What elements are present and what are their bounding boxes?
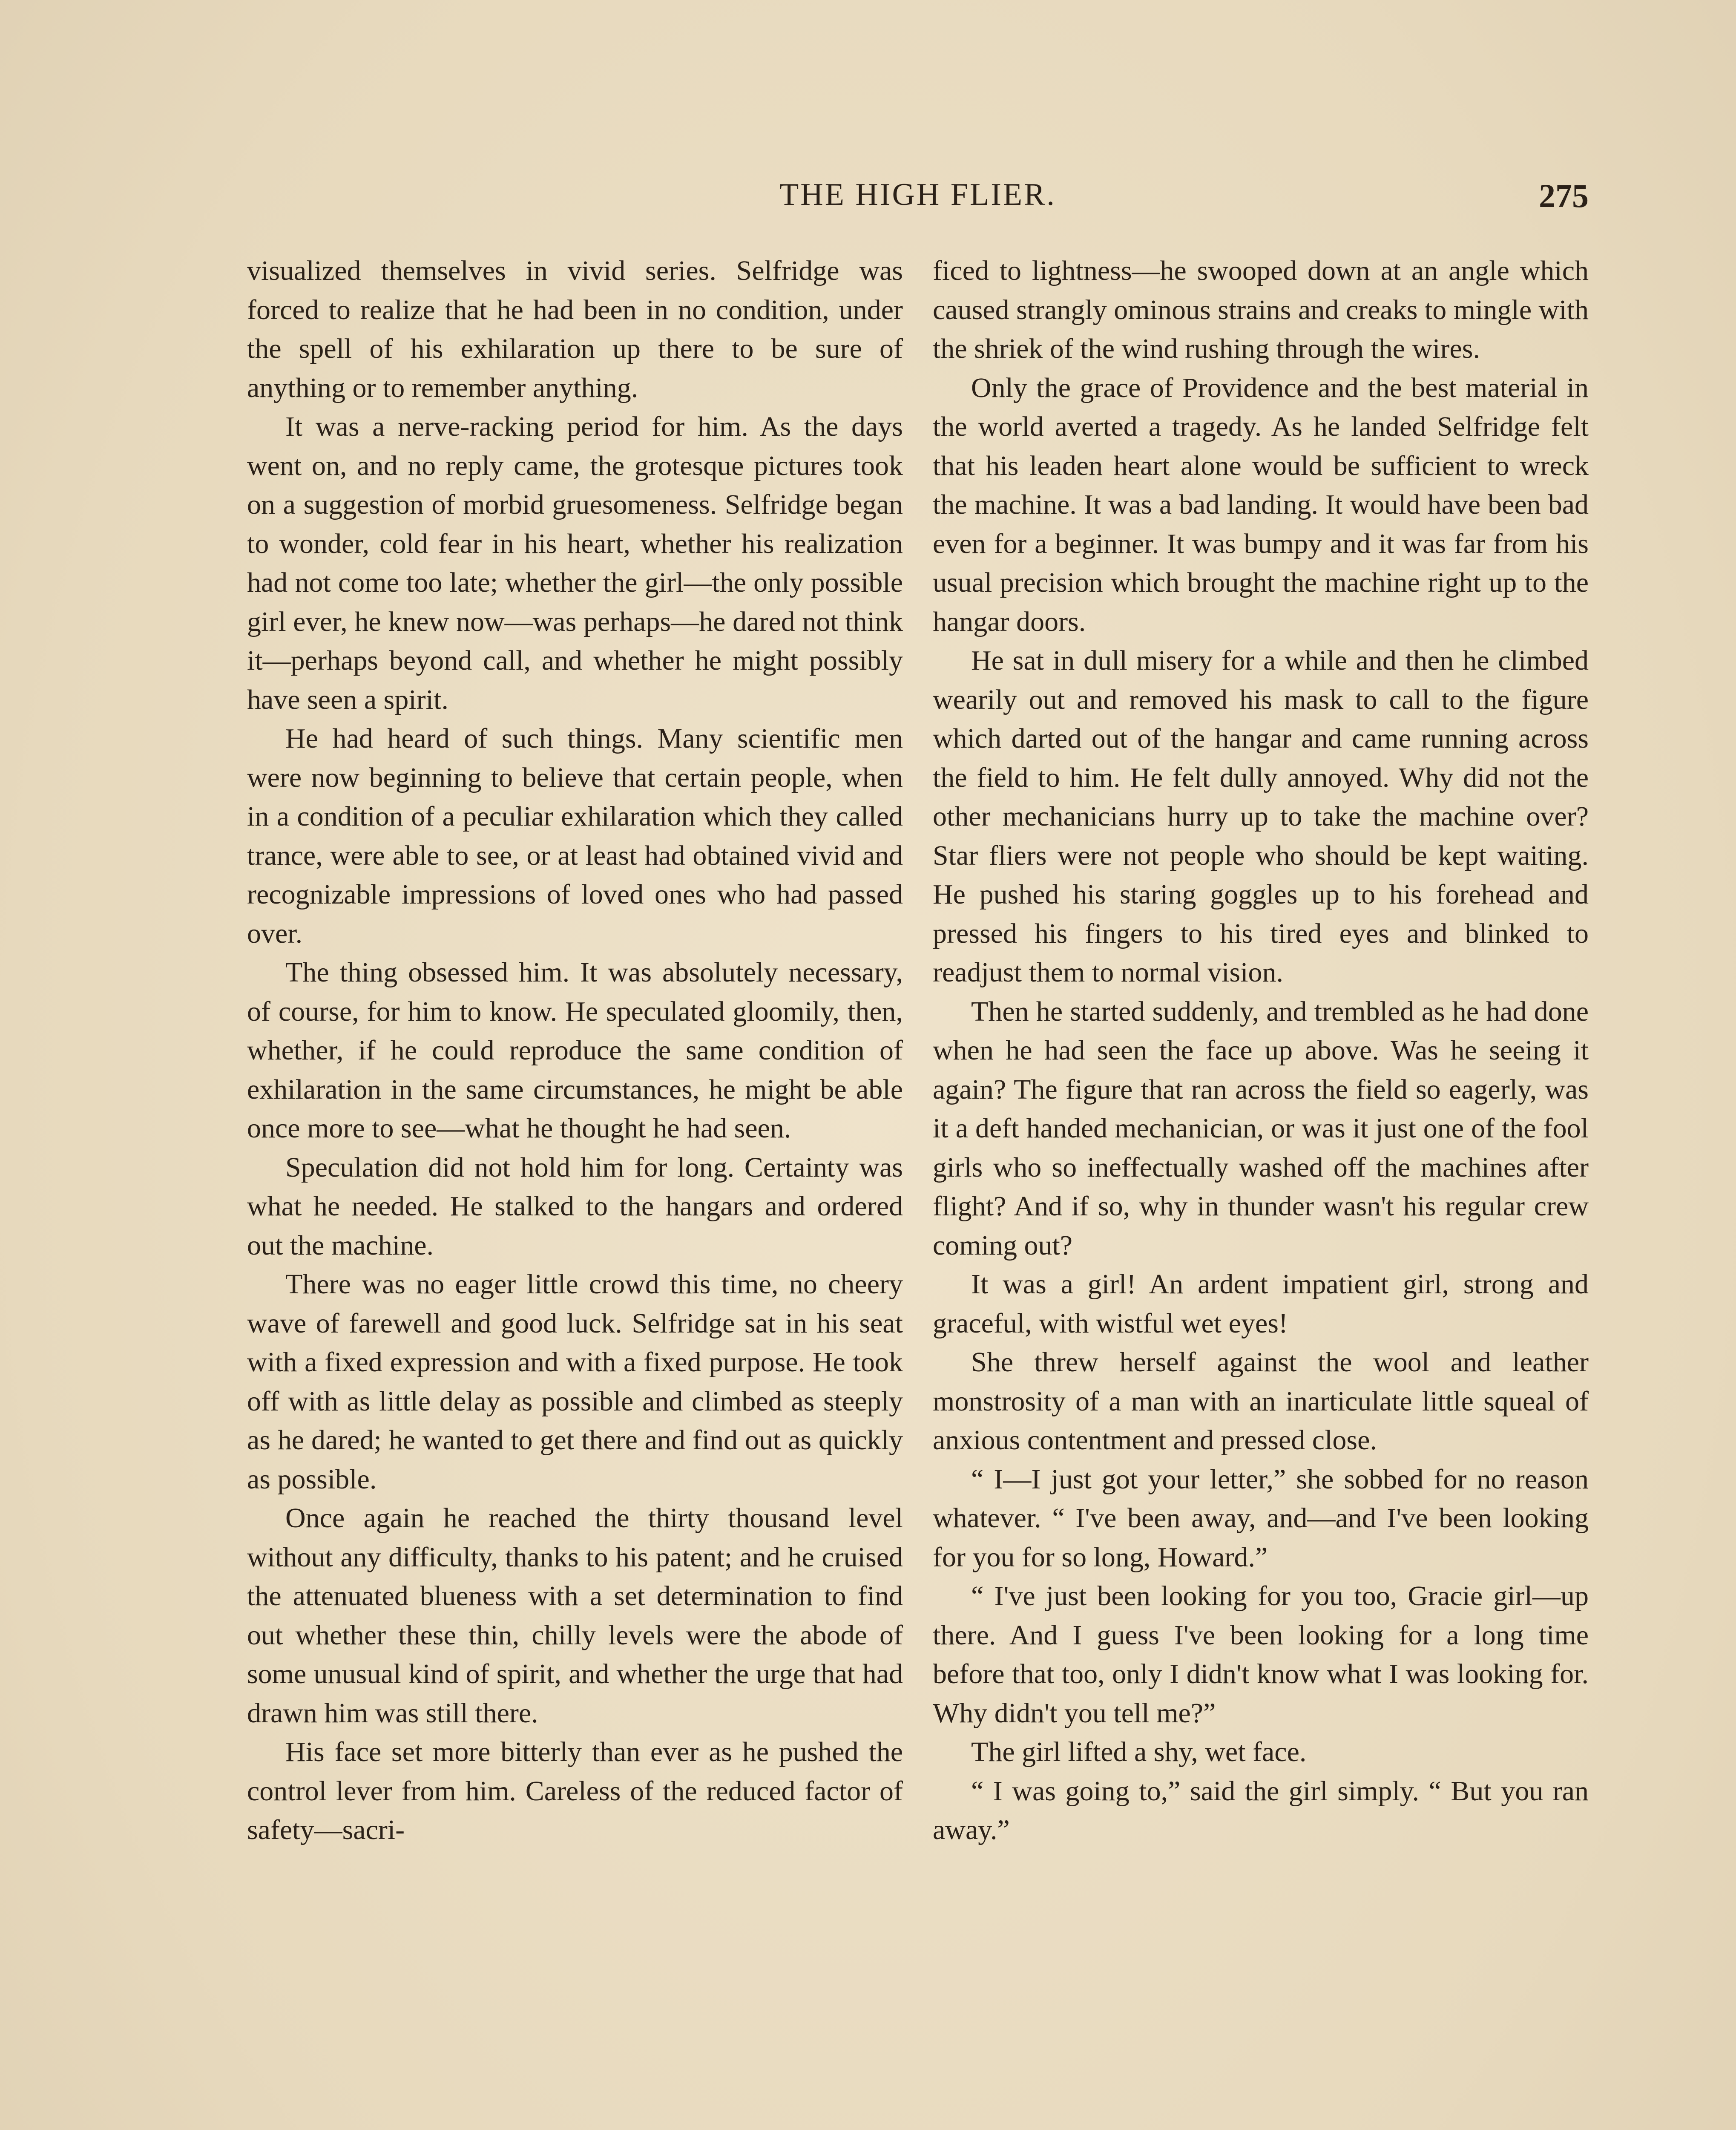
paragraph: Then he started suddenly, and trembled as he had done when he had seen the face up above. Was he seeing it again? The figure that ran across the field so eagerly, was it a deft handed mechanician, or was it just one of the fool girls who so ineffectually washed off the machines after flight? And if so, why in thunder wasn't his regular crew coming out? (933, 996, 1589, 1261)
paragraph: The girl lifted a shy, wet face. (971, 1736, 1307, 1767)
page-header (247, 177, 1589, 224)
text-columns (247, 251, 1589, 2130)
paragraph: There was no eager little crowd this time, no cheery wave of farewell and good luck. Selfridge sat in his seat with a fixed expression and with a fixed purpose. He took off with as little delay as possible and climbed as steeply as he dared; he wanted to get there and find out as quickly as possible. (247, 1269, 903, 1495)
paragraph: “ I—I just got your letter,” she sobbed for no reason whatever. “ I've been away, and—and I've been looking for you for so long, Howard.” (933, 1463, 1589, 1573)
paragraph: “ I've just been looking for you too, Gracie girl—up there. And I guess I've been looking for a long time before that too, only I didn't know what I was looking for. Why didn't you tell me?” (933, 1580, 1589, 1729)
paragraph: Once again he reached the thirty thousand level without any difficulty, thanks to his patent; and he cruised the attenuated blueness with a set determination to find out whether these thin, chilly levels were the abode of some unusual kind of spirit, and whether the urge that had drawn him was still there. (247, 1503, 903, 1729)
paragraph: Only the grace of Providence and the best material in the world averted a tragedy. As he landed Selfridge felt that his leaden heart alone would be sufficient to wreck the machine. It was a bad landing. It would have been bad even for a beginner. It was bumpy and it was far from his usual precision which brought the machine right up to the hangar doors. (933, 372, 1589, 637)
paragraph: Speculation did not hold him for long. Certainty was what he needed. He stalked to the hangars and ordered out the machine. (247, 1151, 903, 1261)
page-number: 275 (1539, 177, 1589, 214)
paragraph: It was a girl! An ardent impatient girl, strong and graceful, with wistful wet eyes! (933, 1269, 1589, 1339)
paragraph: His face set more bitterly than ever as he pushed the control lever from him. Careless of the reduced factor of safety—sacri- (247, 1736, 903, 1845)
running-head: THE HIGH FLIER. (779, 177, 1056, 212)
paragraph: visualized themselves in vivid series. Selfridge was forced to realize that he had been in no condition, under the spell of his exhilaration up there to be sure of anything or to remember anything. (247, 255, 903, 403)
right-column (933, 251, 1589, 2130)
paragraph: “ I was going to,” said the girl simply. “ But you ran away.” (933, 1775, 1589, 1845)
paragraph: She threw herself against the wool and leather monstrosity of a man with an inarticulate little squeal of anxious contentment and pressed close. (933, 1347, 1589, 1456)
paragraph: ficed to lightness—he swooped down at an angle which caused strangly ominous strains and creaks to mingle with the shriek of the wind rushing through the wires. (933, 255, 1589, 364)
paragraph: It was a nerve-racking period for him. As the days went on, and no reply came, the grotesque pictures took on a suggestion of morbid gruesomeness. Selfridge began to wonder, cold fear in his heart, whether his realization had not come too late; whether the girl—the only possible girl ever, he knew now—was perhaps—he dared not think it—perhaps beyond call, and whether he might possibly have seen a spirit. (247, 411, 903, 715)
paragraph: He had heard of such things. Many scientific men were now beginning to believe that certain people, when in a condition of a peculiar exhilaration which they called trance, were able to see, or at least had obtained vivid and recognizable impressions of loved ones who had passed over. (247, 723, 903, 949)
paragraph: The thing obsessed him. It was absolutely necessary, of course, for him to know. He speculated gloomily, then, whether, if he could reproduce the same condition of exhilaration in the same circumstances, he might be able once more to see—what he thought he had seen. (247, 957, 903, 1144)
left-column (247, 251, 903, 2130)
paragraph: He sat in dull misery for a while and then he climbed wearily out and removed his mask to call to the figure which darted out of the hangar and came running across the field to him. He felt dully annoyed. Why did not the other mechanicians hurry up to take the machine over? Star fliers were not people who should be kept waiting. He pushed his staring goggles up to his forehead and pressed his fingers to his tired eyes and blinked to readjust them to normal vision. (933, 645, 1589, 988)
